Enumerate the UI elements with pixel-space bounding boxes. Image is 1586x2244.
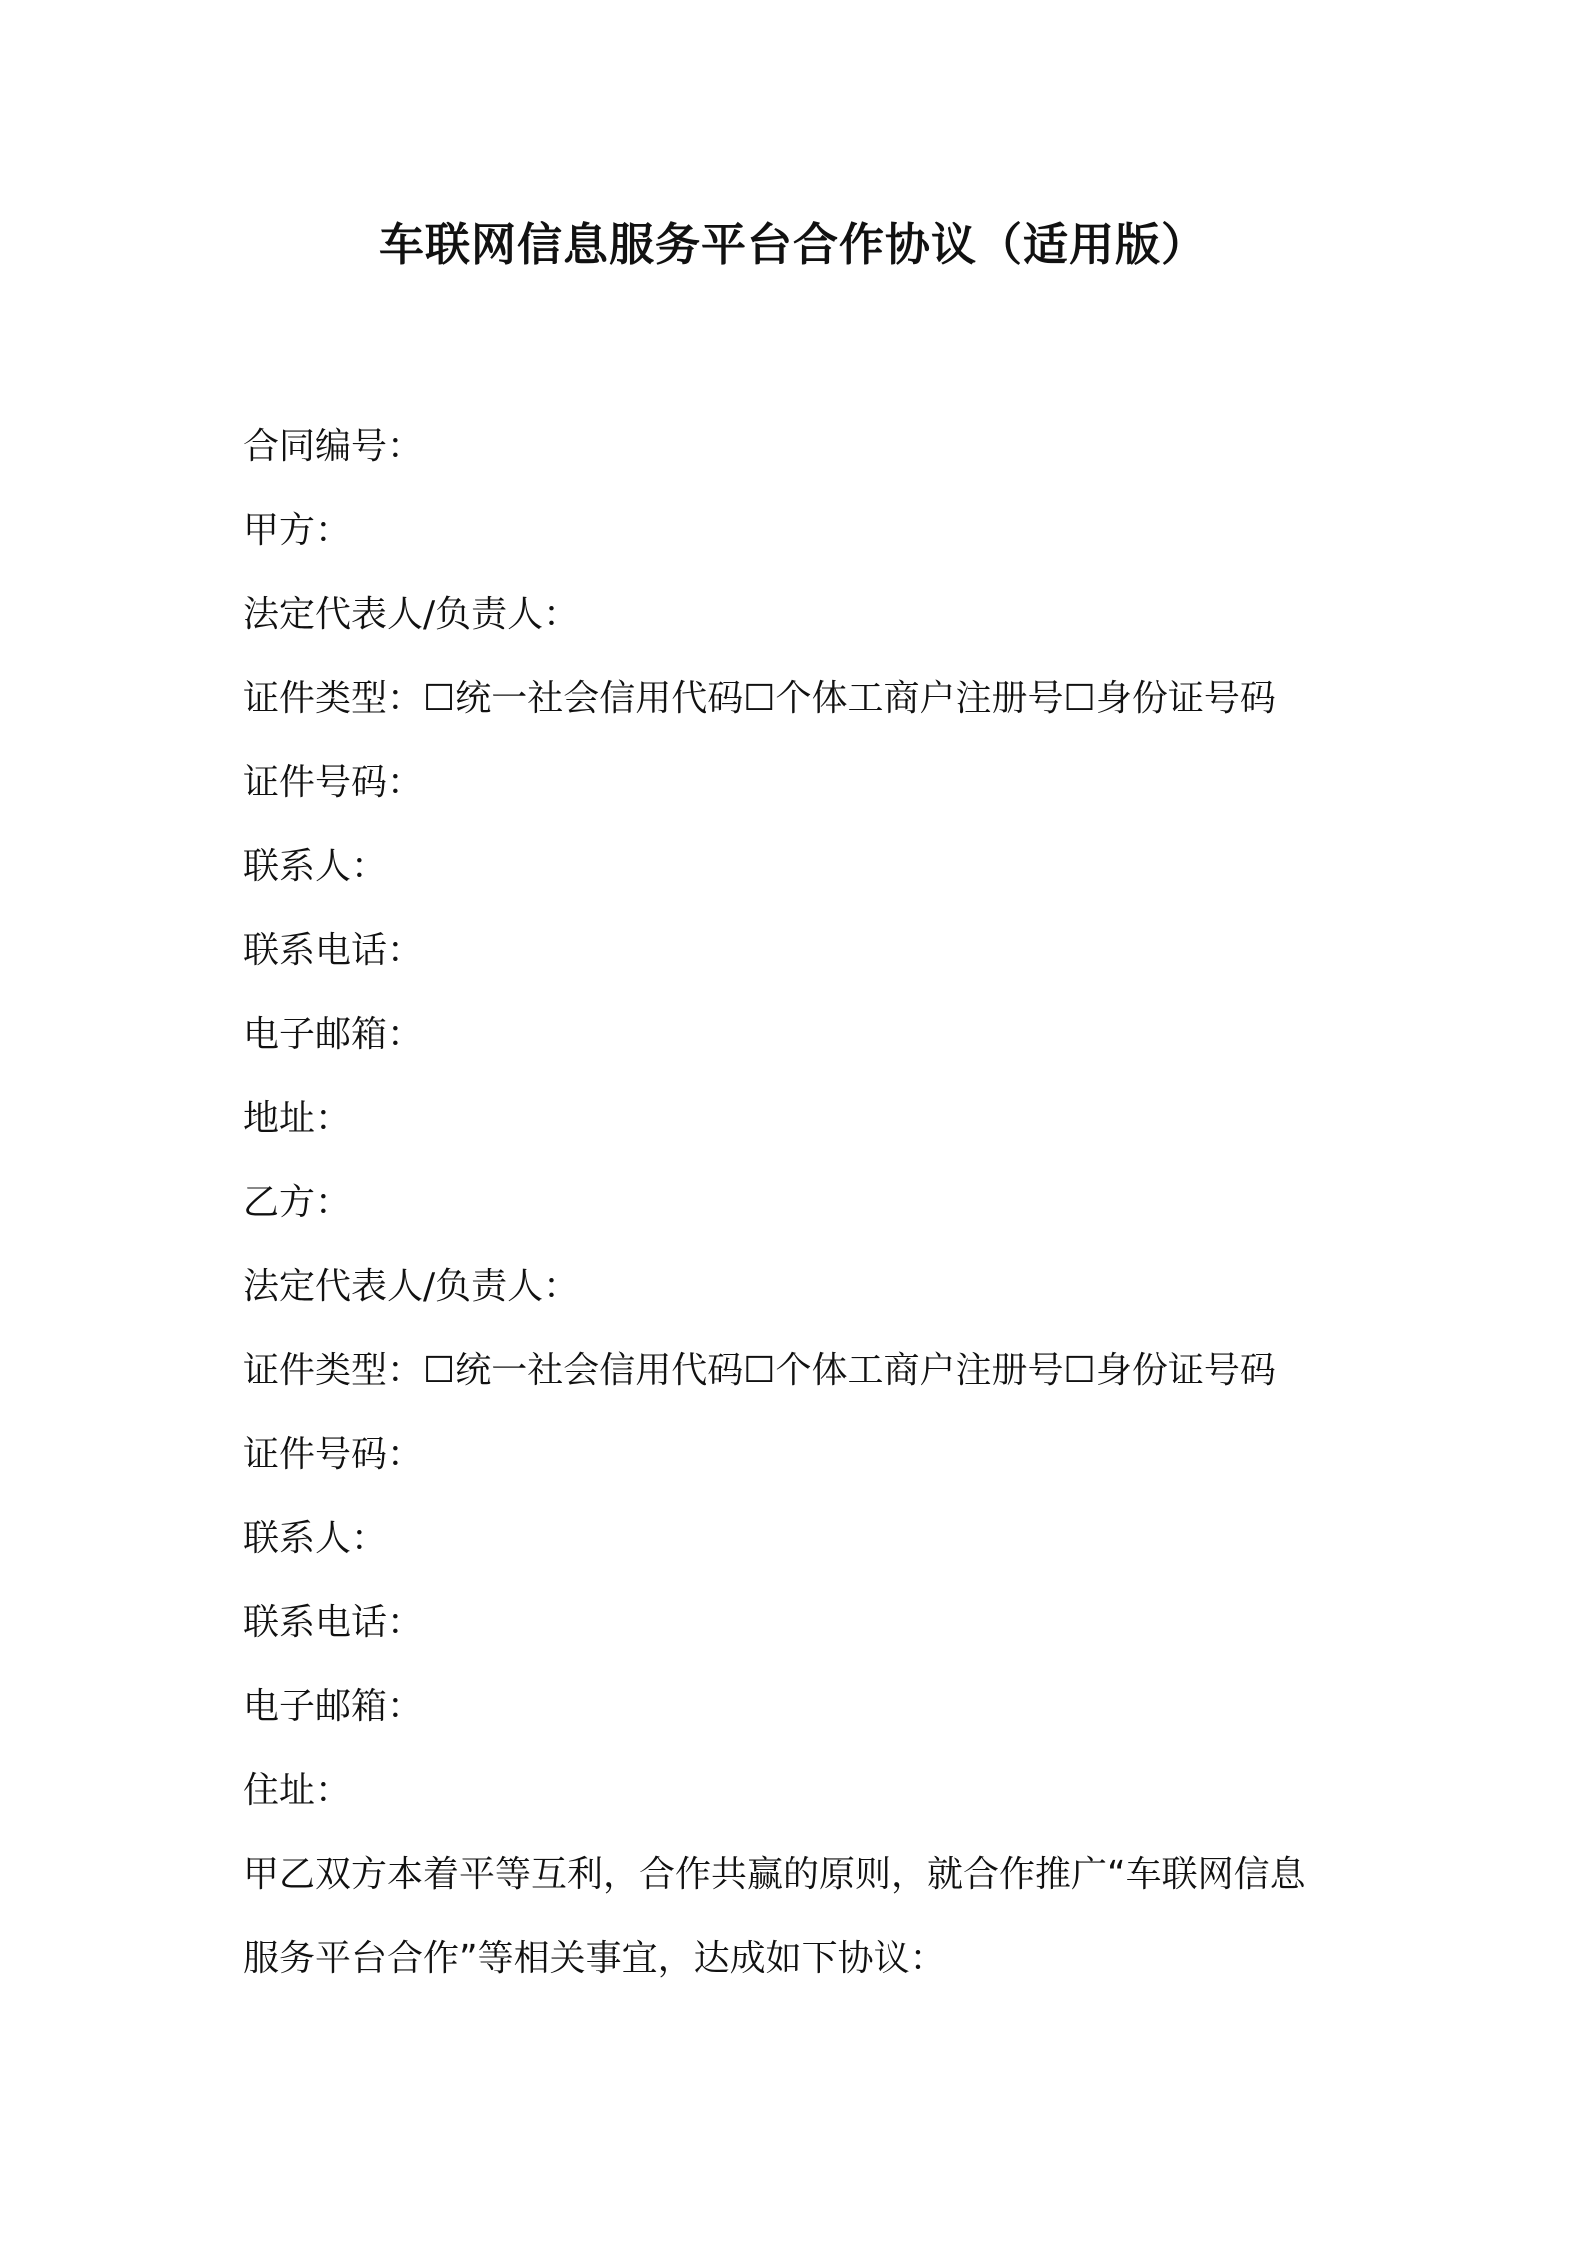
party-b-contact-field: 联系人：	[243, 1518, 388, 1559]
party-a-id-type-field: 证件类型：☐统一社会信用代码☐个体工商户注册号☐身份证号码	[243, 678, 1276, 719]
party-b-id-number-field: 证件号码：	[243, 1434, 424, 1475]
party-b-field: 乙方：	[243, 1182, 352, 1223]
contract-number-field: 合同编号：	[243, 426, 424, 467]
document-body	[243, 405, 1373, 2001]
party-a-contact-field: 联系人：	[243, 846, 388, 887]
document-title: 车联网信息服务平台合作协议（适用版）	[378, 218, 1207, 271]
party-a-email-field: 电子邮箱：	[243, 1014, 424, 1055]
intro-line-1: 甲乙双方本着平等互利，合作共赢的原则，就合作推广“车联网信息	[243, 1854, 1306, 1895]
party-b-phone-field: 联系电话：	[243, 1602, 424, 1643]
party-a-legal-representative-field: 法定代表人/负责人：	[243, 594, 580, 635]
intro-paragraph	[243, 1833, 1373, 2001]
party-a-id-number-field: 证件号码：	[243, 762, 424, 803]
party-b-residence-field: 住址：	[243, 1770, 352, 1811]
party-b-email-field: 电子邮箱：	[243, 1686, 424, 1727]
party-a-field: 甲方：	[243, 510, 352, 551]
party-a-phone-field: 联系电话：	[243, 930, 424, 971]
party-b-id-type-field: 证件类型：☐统一社会信用代码☐个体工商户注册号☐身份证号码	[243, 1350, 1276, 1391]
intro-line-2: 服务平台合作”等相关事宜，达成如下协议：	[243, 1938, 946, 1979]
party-b-legal-representative-field: 法定代表人/负责人：	[243, 1266, 580, 1307]
party-a-address-field: 地址：	[243, 1098, 352, 1139]
